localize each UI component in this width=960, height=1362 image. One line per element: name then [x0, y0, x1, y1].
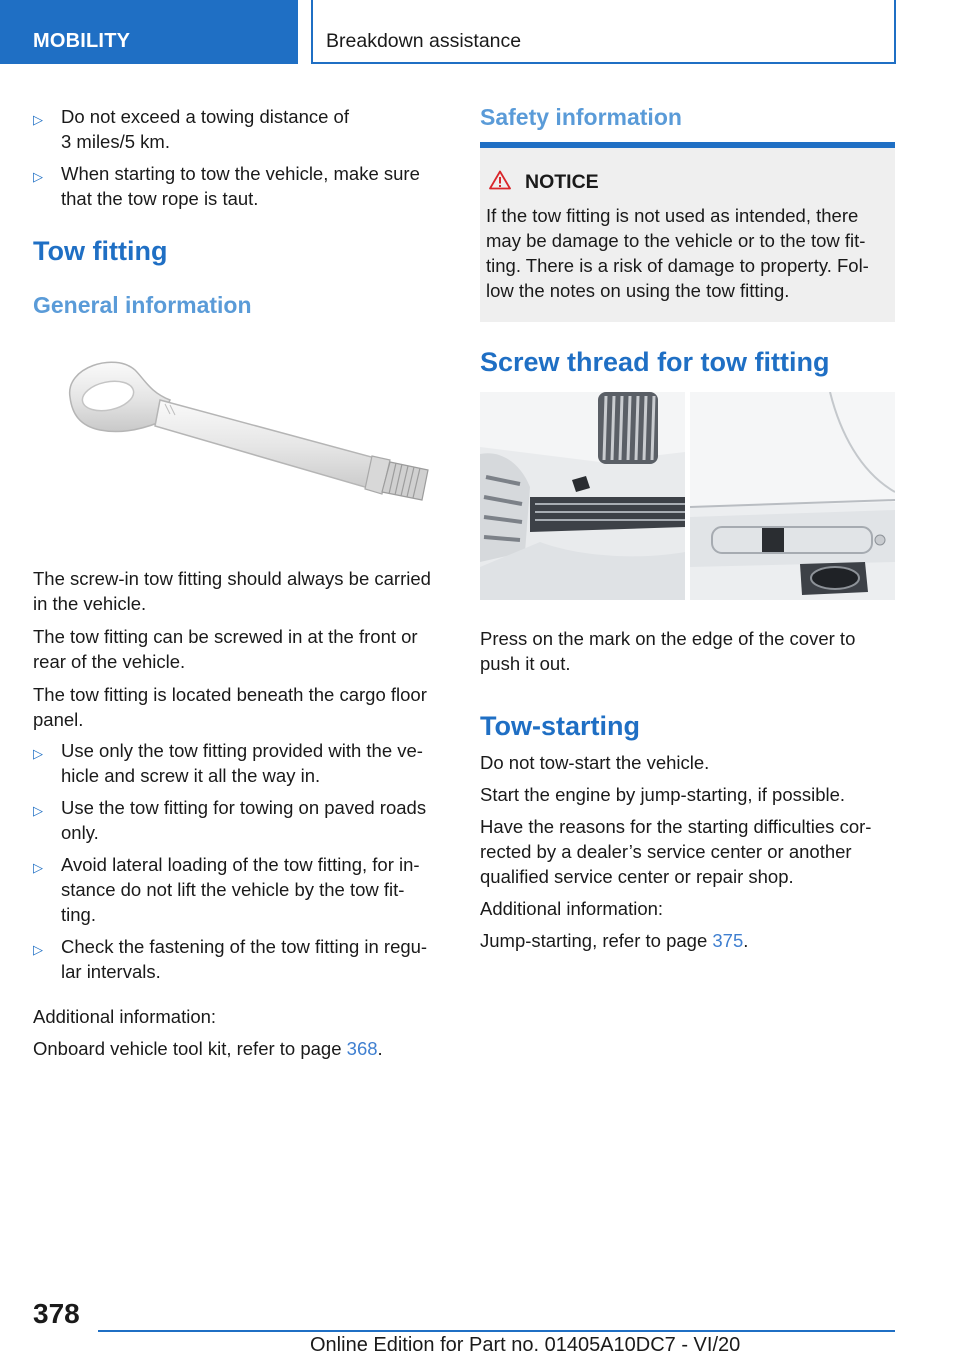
bullet-line: Do not exceed a towing distance of	[61, 106, 349, 127]
bullet-line: lar intervals.	[61, 961, 161, 982]
paragraph-line: rear of the vehicle.	[33, 651, 186, 672]
car-front-bumper-image	[480, 392, 685, 600]
notice-title: NOTICE	[525, 171, 599, 193]
heading-screw-thread: Screw thread for tow fitting	[480, 347, 830, 377]
footer-rule	[98, 1330, 895, 1332]
reference-text: Onboard vehicle tool kit, refer to page	[33, 1038, 347, 1059]
tow-fitting-illustration	[60, 352, 440, 522]
bullet-line: When starting to tow the vehicle, make sure	[61, 163, 420, 184]
reference-end: .	[743, 930, 749, 951]
paragraph-line: rected by a dealer’s service center or another	[480, 841, 852, 862]
reference-text: Jump-starting, refer to page	[480, 930, 713, 951]
paragraph-line: The tow fitting can be screwed in at the front or	[33, 626, 418, 647]
page-number: 378	[33, 1298, 80, 1329]
notice-line: ting. There is a risk of damage to property. Fol-	[486, 255, 869, 276]
reference-end: .	[377, 1038, 383, 1059]
paragraph-line: Start the engine by jump-starting, if possible.	[480, 784, 846, 805]
bullet-line: that the tow rope is taut.	[61, 188, 259, 209]
subheading-general-information: General information	[33, 292, 252, 318]
page-link[interactable]: 368	[346, 1038, 378, 1059]
bullet-line: Use only the tow fitting provided with the ve-	[61, 740, 423, 761]
chapter-title: Breakdown assistance	[326, 30, 522, 52]
warning-triangle-icon	[489, 170, 511, 190]
triangle-bullet-icon: ▷	[33, 942, 43, 957]
notice-line: low the notes on using the tow fitting.	[486, 280, 790, 301]
notice-box	[480, 148, 895, 322]
car-rear-bumper-image	[690, 392, 895, 600]
section-tab	[0, 0, 298, 64]
additional-info-label: Additional information:	[480, 898, 664, 919]
triangle-bullet-icon: ▷	[33, 169, 43, 184]
paragraph-line: push it out.	[480, 653, 571, 674]
notice-line: may be damage to the vehicle or to the tow fit-	[486, 230, 866, 251]
footer-edition: Online Edition for Part no. 01405A10DC7 - VI/20	[310, 1334, 741, 1356]
paragraph-line: Have the reasons for the starting difficulties cor-	[480, 816, 872, 837]
heading-tow-fitting: Tow fitting	[33, 236, 168, 266]
heading-tow-starting: Tow-starting	[480, 711, 640, 741]
notice-line: If the tow fitting is not used as intended, there	[486, 205, 859, 226]
paragraph-line: qualified service center or repair shop.	[480, 866, 794, 887]
paragraph-line: The tow fitting is located beneath the cargo floor	[33, 684, 427, 705]
chapter-tab	[311, 0, 896, 64]
triangle-bullet-icon: ▷	[33, 112, 43, 127]
reference-line	[33, 1036, 383, 1061]
bullet-line: 3 miles/5 km.	[61, 131, 170, 152]
bullet-line: Use the tow fitting for towing on paved roads	[61, 797, 427, 818]
bullet-line: only.	[61, 822, 99, 843]
page-link[interactable]: 375	[712, 930, 744, 951]
triangle-bullet-icon: ▷	[33, 860, 43, 875]
bullet-line: Avoid lateral loading of the tow fitting, for in-	[61, 854, 420, 875]
bullet-line: Check the fastening of the tow fitting in regu-	[61, 936, 428, 957]
triangle-bullet-icon: ▷	[33, 803, 43, 818]
heading-safety-information: Safety information	[480, 104, 682, 130]
paragraph-line: in the vehicle.	[33, 593, 147, 614]
additional-info-label: Additional information:	[33, 1006, 217, 1027]
paragraph-line: Do not tow-start the vehicle.	[480, 752, 710, 773]
paragraph-line: The screw-in tow fitting should always be carried	[33, 568, 431, 589]
triangle-bullet-icon: ▷	[33, 746, 43, 761]
reference-line	[480, 928, 748, 953]
section-title: MOBILITY	[33, 30, 131, 52]
paragraph-line: panel.	[33, 709, 84, 730]
bullet-line: stance do not lift the vehicle by the tow fit-	[61, 879, 405, 900]
bullet-line: hicle and screw it all the way in.	[61, 765, 321, 786]
paragraph-line: Press on the mark on the edge of the cover to	[480, 628, 856, 649]
bullet-line: ting.	[61, 904, 96, 925]
